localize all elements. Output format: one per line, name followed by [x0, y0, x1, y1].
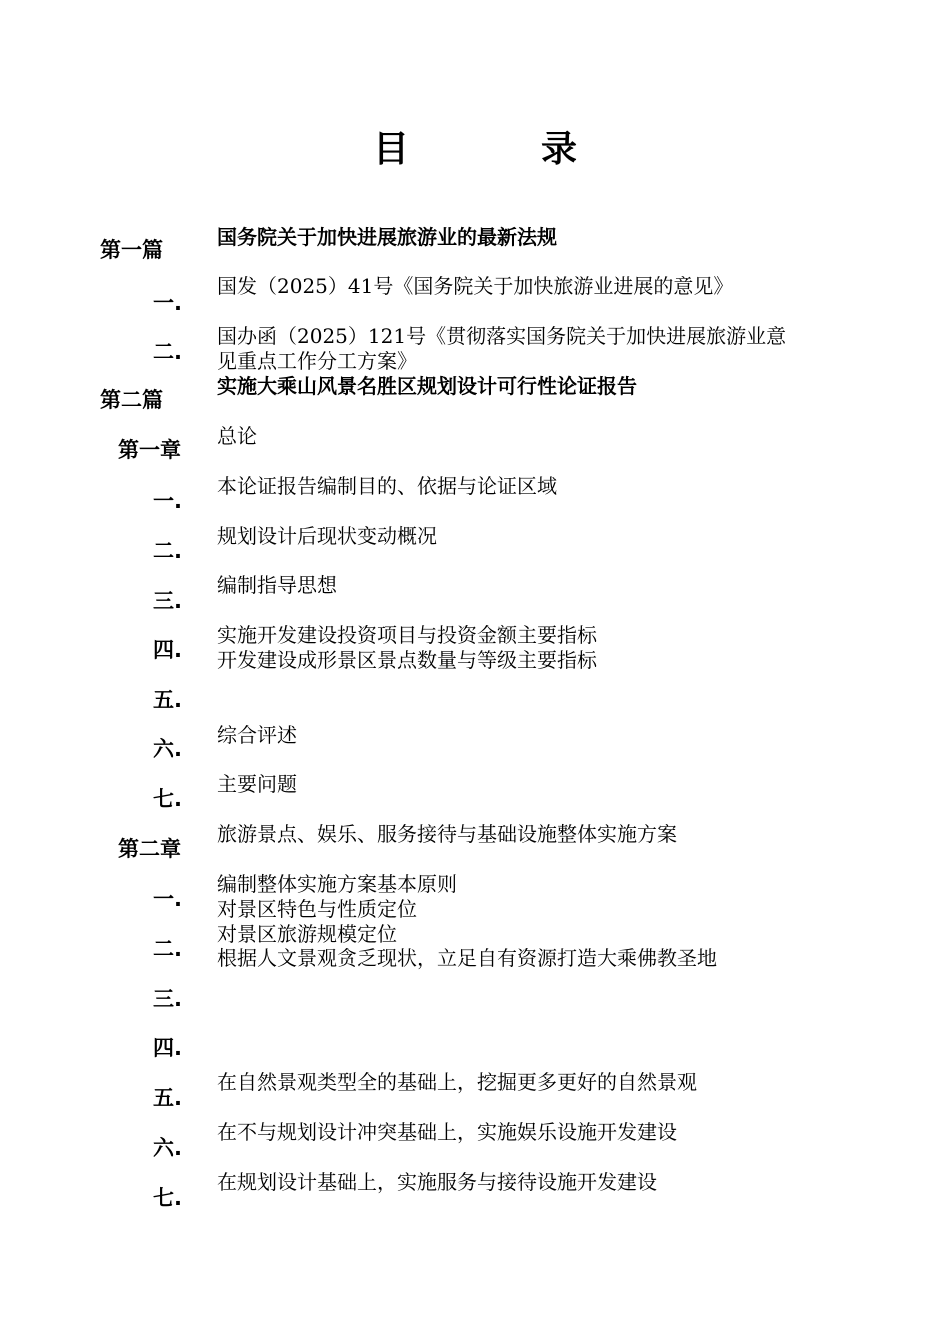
toc-text-ch2-item-2: 对景区特色与性质定位: [217, 897, 417, 921]
toc-label-part-2: 第二篇: [100, 388, 163, 412]
toc-label-ch1-item-5: 五.: [153, 688, 182, 712]
toc-text-part-2: 实施大乘山风景名胜区规划设计可行性论证报告: [217, 374, 637, 398]
toc-text-ch2-item-3: 对景区旅游规模定位: [217, 922, 397, 946]
toc-label-ch2-item-4: 四.: [153, 1036, 182, 1060]
toc-text-ch1-item-5: 开发建设成形景区景点数量与等级主要指标: [217, 648, 597, 672]
toc-text-ch2-item-4: 根据人文景观贪乏现状，立足自有资源打造大乘佛教圣地: [217, 946, 717, 970]
toc-label-ch2-item-3: 三.: [153, 987, 182, 1011]
toc-label-chapter-1: 第一章: [118, 438, 181, 462]
toc-text-ch1-item-3: 编制指导思想: [217, 573, 337, 597]
toc-text-ch2-item-5: 在自然景观类型全的基础上，挖掘更多更好的自然景观: [217, 1070, 697, 1094]
toc-text-ch1-item-4: 实施开发建设投资项目与投资金额主要指标: [217, 623, 597, 647]
toc-text-ch2-item-7: 在规划设计基础上，实施服务与接待设施开发建设: [217, 1170, 657, 1194]
toc-text-ch1-item-6: 综合评述: [217, 723, 297, 747]
toc-label-ch1-item-3: 三.: [153, 589, 182, 613]
toc-label-ch2-item-1: 一.: [153, 887, 182, 911]
toc-label-part-1: 第一篇: [100, 238, 163, 262]
toc-text-chapter-1: 总论: [217, 424, 257, 448]
toc-label-item-1: 一.: [153, 291, 182, 315]
toc-label-ch1-item-4: 四.: [153, 638, 182, 662]
toc-text-chapter-2: 旅游景点、娱乐、服务接待与基础设施整体实施方案: [217, 822, 677, 846]
toc-text-ch2-item-6: 在不与规划设计冲突基础上，实施娱乐设施开发建设: [217, 1120, 677, 1144]
toc-label-ch2-item-7: 七.: [153, 1186, 182, 1210]
toc-text-ch1-item-1: 本论证报告编制目的、依据与论证区域: [217, 474, 557, 498]
toc-label-ch2-item-2: 二.: [153, 937, 182, 961]
toc-text-ch2-item-1: 编制整体实施方案基本原则: [217, 872, 457, 896]
page-title: 目 录: [372, 129, 625, 170]
toc-label-chapter-2: 第二章: [118, 837, 181, 861]
toc-label-ch1-item-7: 七.: [153, 787, 182, 811]
toc-label-ch2-item-6: 六.: [153, 1136, 182, 1160]
toc-label-ch2-item-5: 五.: [153, 1086, 182, 1110]
toc-label-item-2: 二.: [153, 340, 182, 364]
toc-text-item-2: 国办函（2025）121号《贯彻落实国务院关于加快进展旅游业意: [217, 324, 787, 348]
toc-text-item-2-cont: 见重点工作分工方案》: [217, 349, 417, 373]
toc-label-ch1-item-1: 一.: [153, 489, 182, 513]
toc-label-ch1-item-2: 二.: [153, 539, 182, 563]
toc-text-ch1-item-7: 主要问题: [217, 772, 297, 796]
toc-label-ch1-item-6: 六.: [153, 737, 182, 761]
toc-text-ch1-item-2: 规划设计后现状变动概况: [217, 524, 437, 548]
toc-text-item-1: 国发（2025）41号《国务院关于加快旅游业进展的意见》: [217, 274, 734, 298]
toc-text-part-1: 国务院关于加快进展旅游业的最新法规: [217, 225, 557, 249]
